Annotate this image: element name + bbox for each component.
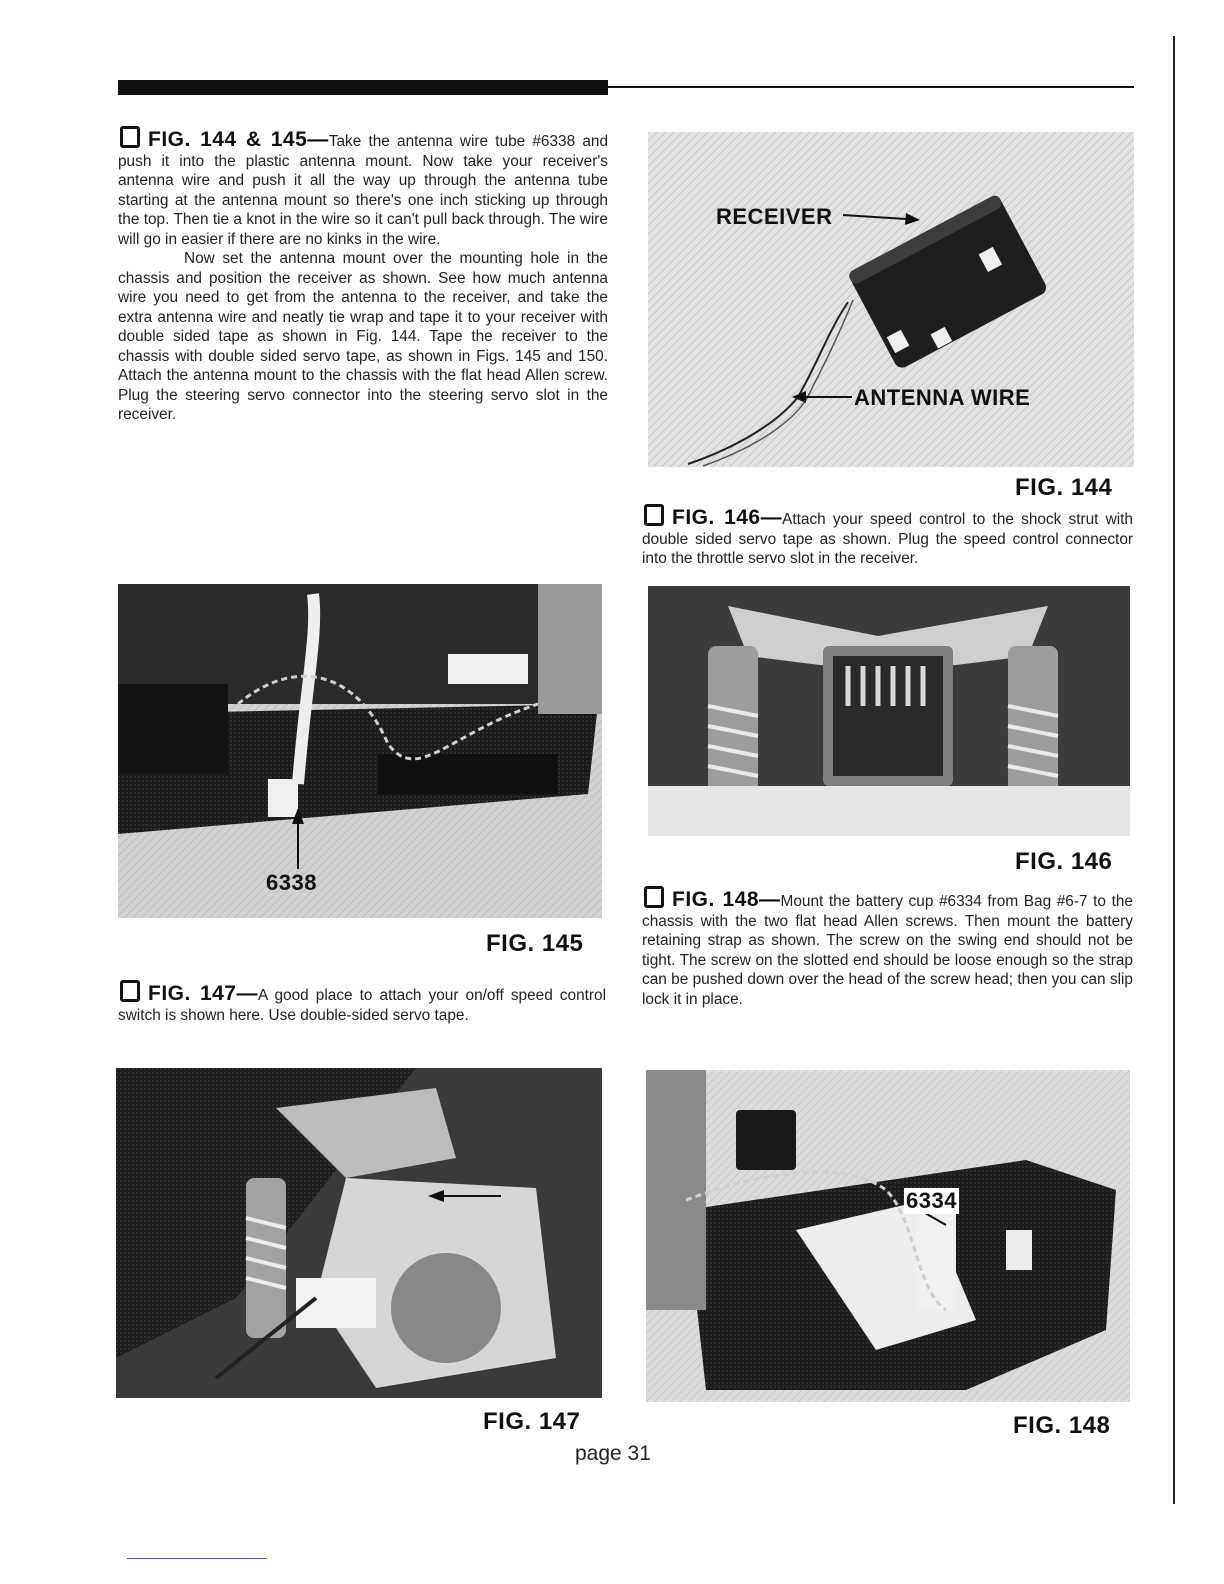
fig144-photo (648, 132, 1134, 467)
fig147-instructions (118, 980, 606, 1025)
fig146-text: Attach your speed control to the shock strut with double sided servo tape as shown. Plug the speed control connector into the throttle servo slot in the receiver. (642, 511, 1133, 567)
fig146-heading: FIG. 146— (672, 506, 783, 529)
fig144-145-text: Take the antenna wire tube #6338 and push it into the plastic antenna mount. Now take your receiver's antenna wire and push it all the way up through the antenna tube starting at the antenna mount so there's one inch sticking up through the top. Then tie a knot in the wire so it can't pull back through. The wire will go in easier if there are no kinks in the wire. (118, 133, 609, 248)
page-edge-line (1173, 36, 1175, 1504)
fig148-heading: FIG. 148— (672, 888, 781, 911)
fig148-caption: FIG. 148 (1013, 1412, 1111, 1439)
page-number: page 31 (575, 1442, 651, 1465)
header-rule-thick (118, 80, 608, 95)
fig144-145-heading: FIG. 144 & 145— (148, 128, 329, 151)
header-rule-thin (608, 86, 1134, 88)
checkbox-icon (644, 886, 664, 908)
checkbox-icon (120, 980, 140, 1002)
receiver-label: RECEIVER (716, 204, 833, 229)
fig146-caption: FIG. 146 (1015, 848, 1113, 875)
fig147-heading: FIG. 147— (148, 982, 258, 1005)
speed-control-drawing (648, 586, 1130, 836)
battery-cup-drawing (646, 1070, 1130, 1402)
fig144-145-instructions (118, 126, 608, 425)
fig148-photo (646, 1070, 1130, 1402)
part-6338-label: 6338 (266, 870, 317, 895)
checkbox-icon (120, 126, 140, 148)
fig145-photo (118, 584, 602, 918)
fig144-145-text-2: Now set the antenna mount over the mounting hole in the chassis and position the receiver as shown. See how much antenna wire you need to get from the antenna to the receiver, and take the extra antenna wire and neatly tie wrap and tape it to your receiver with double sided tape as shown in Fig. 144. Tape the receiver to the chassis with double sided servo tape, as shown in Figs. 145 and 150. Attach the antenna mount to the chassis with the flat head Allen screw. Plug the steering servo connector into the steering servo slot in the receiver. (118, 250, 608, 423)
fig147-text: A good place to attach your on/off speed control switch is shown here. Use double-sided servo tape. (118, 987, 607, 1024)
chassis-antenna-drawing (118, 584, 602, 918)
antenna-wire-label: ANTENNA WIRE (854, 385, 1031, 410)
fig146-instructions (642, 504, 1133, 569)
fig144-caption: FIG. 144 (1015, 474, 1113, 501)
footer-link-underline (127, 1558, 267, 1559)
fig148-text: Mount the battery cup #6334 from Bag #6-7 to the chassis with the two flat head Allen screws. Then mount the battery retaining strap as shown. The screw on the swing end should not be tight. The screw on the slotted end should be loose enough so the strap can be pushed down over the head of the screw head; then you can slip lock it in place. (642, 893, 1133, 1008)
switch-mount-drawing (116, 1068, 602, 1398)
fig147-photo (116, 1068, 602, 1398)
checkbox-icon (644, 504, 664, 526)
fig145-caption: FIG. 145 (486, 930, 584, 957)
fig148-instructions (642, 886, 1133, 1009)
fig146-photo (648, 586, 1130, 836)
part-6334-label: 6334 (906, 1188, 957, 1213)
fig147-caption: FIG. 147 (483, 1408, 581, 1435)
receiver-photo-drawing (648, 132, 1134, 467)
